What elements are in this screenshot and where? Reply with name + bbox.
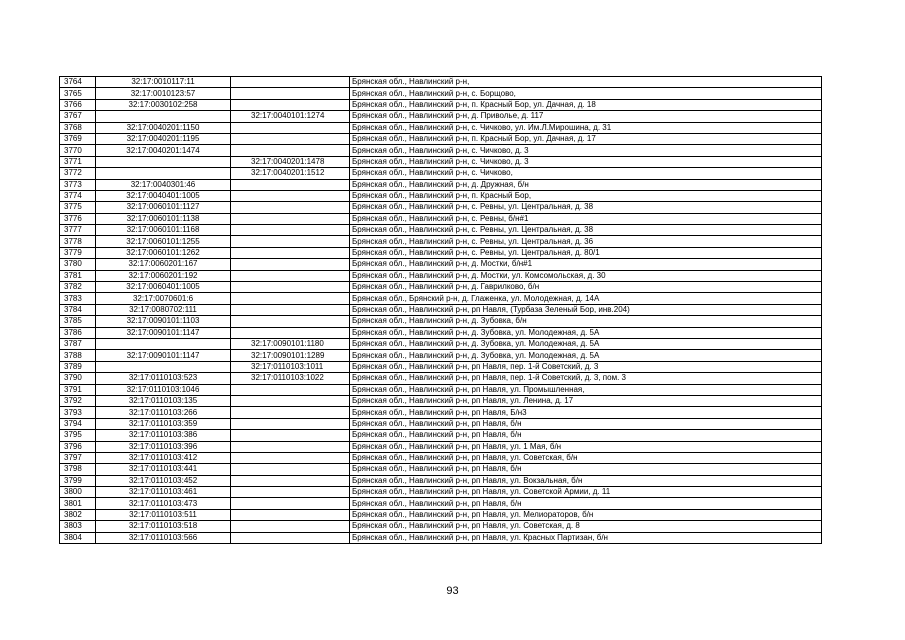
- table-row: [60, 270, 822, 281]
- cadastral-number-cell: 32:17:0010123:57: [96, 88, 231, 99]
- related-cadastral-number-cell: [231, 202, 350, 213]
- related-cadastral-number-cell: 32:17:0090101:1180: [231, 338, 350, 349]
- related-cadastral-number-cell: [231, 282, 350, 293]
- address-cell: Брянская обл., Навлинский р-н, с. Чичково, ул. Им.Л.Мирошина, д. 31: [350, 122, 822, 133]
- table-row: [60, 532, 822, 543]
- table-row: [60, 213, 822, 224]
- cadastral-number-cell: 32:17:0090101:1103: [96, 316, 231, 327]
- table-row: [60, 361, 822, 372]
- address-cell: Брянская обл., Навлинский р-н, рп Навля, ул. Ленина, д. 17: [350, 395, 822, 406]
- table-row: [60, 99, 822, 110]
- cadastral-number-cell: 32:17:0110103:1046: [96, 384, 231, 395]
- table-row: [60, 247, 822, 258]
- row-number-cell: 3799: [60, 475, 96, 486]
- row-number-cell: 3773: [60, 179, 96, 190]
- related-cadastral-number-cell: [231, 464, 350, 475]
- cadastral-number-cell: 32:17:0110103:518: [96, 521, 231, 532]
- related-cadastral-number-cell: [231, 270, 350, 281]
- row-number-cell: 3786: [60, 327, 96, 338]
- related-cadastral-number-cell: 32:17:0110103:1011: [231, 361, 350, 372]
- cadastral-number-cell: 32:17:0060101:1138: [96, 213, 231, 224]
- row-number-cell: 3804: [60, 532, 96, 543]
- cadastral-number-cell: 32:17:0110103:266: [96, 407, 231, 418]
- cadastral-number-cell: 32:17:0060101:1168: [96, 225, 231, 236]
- cadastral-number-cell: 32:17:0110103:461: [96, 487, 231, 498]
- related-cadastral-number-cell: [231, 498, 350, 509]
- row-number-cell: 3768: [60, 122, 96, 133]
- row-number-cell: 3770: [60, 145, 96, 156]
- address-cell: Брянская обл., Навлинский р-н, д. Мостки, ул. Комсомольская, д. 30: [350, 270, 822, 281]
- address-cell: Брянская обл., Навлинский р-н, п. Красный Бор, ул. Дачная, д. 17: [350, 133, 822, 144]
- address-cell: Брянская обл., Навлинский р-н, с. Чичково,: [350, 168, 822, 179]
- related-cadastral-number-cell: [231, 487, 350, 498]
- address-cell: Брянская обл., Навлинский р-н, с. Борщово,: [350, 88, 822, 99]
- row-number-cell: 3802: [60, 509, 96, 520]
- table-body: [60, 77, 822, 544]
- row-number-cell: 3784: [60, 304, 96, 315]
- cadastral-number-cell: [96, 111, 231, 122]
- row-number-cell: 3785: [60, 316, 96, 327]
- related-cadastral-number-cell: [231, 179, 350, 190]
- address-cell: Брянская обл., Навлинский р-н, с. Чичково, д. 3: [350, 156, 822, 167]
- related-cadastral-number-cell: [231, 293, 350, 304]
- cadastral-number-cell: [96, 168, 231, 179]
- table-row: [60, 225, 822, 236]
- cadastral-number-cell: 32:17:0110103:523: [96, 373, 231, 384]
- cadastral-number-cell: 32:17:0040201:1150: [96, 122, 231, 133]
- related-cadastral-number-cell: [231, 418, 350, 429]
- related-cadastral-number-cell: [231, 452, 350, 463]
- table-row: [60, 464, 822, 475]
- address-cell: Брянская обл., Навлинский р-н, рп Навля, ул. 1 Мая, б/н: [350, 441, 822, 452]
- cadastral-number-cell: 32:17:0110103:473: [96, 498, 231, 509]
- related-cadastral-number-cell: [231, 190, 350, 201]
- row-number-cell: 3777: [60, 225, 96, 236]
- address-cell: Брянская обл., Навлинский р-н, д. Зубовка, ул. Молодежная, д. 5А: [350, 327, 822, 338]
- row-number-cell: 3765: [60, 88, 96, 99]
- table-row: [60, 179, 822, 190]
- related-cadastral-number-cell: [231, 133, 350, 144]
- table-row: [60, 407, 822, 418]
- related-cadastral-number-cell: [231, 88, 350, 99]
- row-number-cell: 3797: [60, 452, 96, 463]
- cadastral-number-cell: 32:17:0110103:452: [96, 475, 231, 486]
- address-cell: Брянская обл., Навлинский р-н, д. Гаврилково, б/н: [350, 282, 822, 293]
- cadastral-number-cell: 32:17:0060101:1262: [96, 247, 231, 258]
- related-cadastral-number-cell: [231, 532, 350, 543]
- cadastral-number-cell: 32:17:0110103:359: [96, 418, 231, 429]
- address-cell: Брянская обл., Навлинский р-н, д. Зубовка, ул. Молодежная, д. 5А: [350, 350, 822, 361]
- address-cell: Брянская обл., Навлинский р-н, п. Красный Бор,: [350, 190, 822, 201]
- address-cell: Брянская обл., Навлинский р-н, с. Ревны, ул. Центральная, д. 36: [350, 236, 822, 247]
- table-row: [60, 236, 822, 247]
- related-cadastral-number-cell: 32:17:0090101:1289: [231, 350, 350, 361]
- row-number-cell: 3790: [60, 373, 96, 384]
- row-number-cell: 3789: [60, 361, 96, 372]
- row-number-cell: 3794: [60, 418, 96, 429]
- address-cell: Брянская обл., Навлинский р-н, д. Зубовка, ул. Молодежная, д. 5А: [350, 338, 822, 349]
- address-cell: Брянская обл., Навлинский р-н, рп Навля, пер. 1-й Советский, д. 3: [350, 361, 822, 372]
- cadastral-number-cell: [96, 156, 231, 167]
- row-number-cell: 3801: [60, 498, 96, 509]
- table-row: [60, 316, 822, 327]
- address-cell: Брянская обл., Навлинский р-н, рп Навля, ул. Советской Армии, д. 11: [350, 487, 822, 498]
- cadastral-number-cell: 32:17:0110103:412: [96, 452, 231, 463]
- cadastral-number-cell: 32:17:0070601:6: [96, 293, 231, 304]
- row-number-cell: 3769: [60, 133, 96, 144]
- address-cell: Брянская обл., Навлинский р-н, с. Ревны, ул. Центральная, д. 38: [350, 225, 822, 236]
- table-row: [60, 133, 822, 144]
- address-cell: Брянская обл., Навлинский р-н, с. Чичково, д. 3: [350, 145, 822, 156]
- table-row: [60, 498, 822, 509]
- related-cadastral-number-cell: 32:17:0040101:1274: [231, 111, 350, 122]
- address-cell: Брянская обл., Навлинский р-н, рп Навля, б/н: [350, 498, 822, 509]
- cadastral-number-cell: 32:17:0110103:566: [96, 532, 231, 543]
- row-number-cell: 3792: [60, 395, 96, 406]
- row-number-cell: 3796: [60, 441, 96, 452]
- row-number-cell: 3775: [60, 202, 96, 213]
- table-row: [60, 384, 822, 395]
- address-cell: Брянская обл., Навлинский р-н, с. Ревны, ул. Центральная, д. 80/1: [350, 247, 822, 258]
- related-cadastral-number-cell: 32:17:0040201:1478: [231, 156, 350, 167]
- cadastral-number-cell: 32:17:0030102:258: [96, 99, 231, 110]
- address-cell: Брянская обл., Навлинский р-н, д. Мостки, б/н#1: [350, 259, 822, 270]
- related-cadastral-number-cell: 32:17:0110103:1022: [231, 373, 350, 384]
- address-cell: Брянская обл., Навлинский р-н, д. Привольe, д. 117: [350, 111, 822, 122]
- address-cell: Брянская обл., Навлинский р-н, д. Дружная, б/н: [350, 179, 822, 190]
- related-cadastral-number-cell: [231, 395, 350, 406]
- cadastral-number-cell: 32:17:0040301:46: [96, 179, 231, 190]
- address-cell: Брянская обл., Навлинский р-н, рп Навля, Б/н3: [350, 407, 822, 418]
- table-row: [60, 168, 822, 179]
- row-number-cell: 3782: [60, 282, 96, 293]
- address-cell: Брянская обл., Брянский р-н, д. Глаженка, ул. Молодежная, д. 14А: [350, 293, 822, 304]
- row-number-cell: 3800: [60, 487, 96, 498]
- related-cadastral-number-cell: [231, 213, 350, 224]
- row-number-cell: 3774: [60, 190, 96, 201]
- cadastral-number-cell: 32:17:0040201:1474: [96, 145, 231, 156]
- cadastral-number-cell: 32:17:0040201:1195: [96, 133, 231, 144]
- table-row: [60, 156, 822, 167]
- table-row: [60, 122, 822, 133]
- row-number-cell: 3798: [60, 464, 96, 475]
- address-cell: Брянская обл., Навлинский р-н, рп Навля, ул. Промышленная,: [350, 384, 822, 395]
- cadastral-number-cell: 32:17:0110103:135: [96, 395, 231, 406]
- address-cell: Брянская обл., Навлинский р-н,: [350, 77, 822, 88]
- page-number: 93: [446, 585, 459, 597]
- cadastral-number-cell: 32:17:0060201:192: [96, 270, 231, 281]
- table-row: [60, 293, 822, 304]
- related-cadastral-number-cell: [231, 236, 350, 247]
- table-row: [60, 259, 822, 270]
- address-cell: Брянская обл., Навлинский р-н, рп Навля, б/н: [350, 418, 822, 429]
- table-row: [60, 373, 822, 384]
- related-cadastral-number-cell: [231, 407, 350, 418]
- related-cadastral-number-cell: [231, 99, 350, 110]
- address-cell: Брянская обл., Навлинский р-н, рп Навля, ул. Вокзальная, б/н: [350, 475, 822, 486]
- table-row: [60, 202, 822, 213]
- related-cadastral-number-cell: [231, 430, 350, 441]
- row-number-cell: 3803: [60, 521, 96, 532]
- row-number-cell: 3780: [60, 259, 96, 270]
- row-number-cell: 3766: [60, 99, 96, 110]
- cadastral-number-cell: 32:17:0110103:511: [96, 509, 231, 520]
- row-number-cell: 3776: [60, 213, 96, 224]
- row-number-cell: 3779: [60, 247, 96, 258]
- cadastral-number-cell: 32:17:0090101:1147: [96, 327, 231, 338]
- table-row: [60, 327, 822, 338]
- related-cadastral-number-cell: [231, 509, 350, 520]
- table-row: [60, 475, 822, 486]
- cadastral-number-cell: 32:17:0110103:386: [96, 430, 231, 441]
- table-row: [60, 521, 822, 532]
- cadastral-number-cell: 32:17:0060101:1255: [96, 236, 231, 247]
- row-number-cell: 3791: [60, 384, 96, 395]
- row-number-cell: 3771: [60, 156, 96, 167]
- table-row: [60, 190, 822, 201]
- table-row: [60, 430, 822, 441]
- table-row: [60, 111, 822, 122]
- table-row: [60, 338, 822, 349]
- row-number-cell: 3787: [60, 338, 96, 349]
- address-cell: Брянская обл., Навлинский р-н, рп Навля, ул. Красных Партизан, б/н: [350, 532, 822, 543]
- table-row: [60, 77, 822, 88]
- cadastral-number-cell: [96, 338, 231, 349]
- table-row: [60, 350, 822, 361]
- address-cell: Брянская обл., Навлинский р-н, с. Ревны, б/н#1: [350, 213, 822, 224]
- row-number-cell: 3767: [60, 111, 96, 122]
- property-table: [59, 76, 822, 544]
- address-cell: Брянская обл., Навлинский р-н, рп Навля, (Турбаза Зеленый Бор, инв.204): [350, 304, 822, 315]
- table-row: [60, 487, 822, 498]
- cadastral-number-cell: 32:17:0110103:441: [96, 464, 231, 475]
- address-cell: Брянская обл., Навлинский р-н, рп Навля, б/н: [350, 464, 822, 475]
- table-row: [60, 304, 822, 315]
- cadastral-number-cell: 32:17:0010117:11: [96, 77, 231, 88]
- table-row: [60, 418, 822, 429]
- table-row: [60, 88, 822, 99]
- address-cell: Брянская обл., Навлинский р-н, рп Навля, ул. Мелиораторов, б/н: [350, 509, 822, 520]
- related-cadastral-number-cell: [231, 225, 350, 236]
- address-cell: Брянская обл., Навлинский р-н, рп Навля, ул. Советская, б/н: [350, 452, 822, 463]
- row-number-cell: 3778: [60, 236, 96, 247]
- related-cadastral-number-cell: [231, 145, 350, 156]
- related-cadastral-number-cell: [231, 304, 350, 315]
- table-row: [60, 395, 822, 406]
- address-cell: Брянская обл., Навлинский р-н, рп Навля, ул. Советская, д. 8: [350, 521, 822, 532]
- table-row: [60, 509, 822, 520]
- cadastral-number-cell: 32:17:0040401:1005: [96, 190, 231, 201]
- table-row: [60, 441, 822, 452]
- related-cadastral-number-cell: [231, 122, 350, 133]
- table-row: [60, 452, 822, 463]
- row-number-cell: 3783: [60, 293, 96, 304]
- table-row: [60, 145, 822, 156]
- cadastral-number-cell: [96, 361, 231, 372]
- row-number-cell: 3772: [60, 168, 96, 179]
- row-number-cell: 3795: [60, 430, 96, 441]
- address-cell: Брянская обл., Навлинский р-н, п. Красный Бор, ул. Дачная, д. 18: [350, 99, 822, 110]
- related-cadastral-number-cell: [231, 316, 350, 327]
- related-cadastral-number-cell: [231, 384, 350, 395]
- related-cadastral-number-cell: [231, 475, 350, 486]
- related-cadastral-number-cell: [231, 77, 350, 88]
- row-number-cell: 3788: [60, 350, 96, 361]
- table-row: [60, 282, 822, 293]
- address-cell: Брянская обл., Навлинский р-н, рп Навля, б/н: [350, 430, 822, 441]
- row-number-cell: 3793: [60, 407, 96, 418]
- cadastral-number-cell: 32:17:0060401:1005: [96, 282, 231, 293]
- address-cell: Брянская обл., Навлинский р-н, с. Ревны, ул. Центральная, д. 38: [350, 202, 822, 213]
- cadastral-number-cell: 32:17:0090101:1147: [96, 350, 231, 361]
- related-cadastral-number-cell: [231, 327, 350, 338]
- cadastral-number-cell: 32:17:0060201:167: [96, 259, 231, 270]
- address-cell: Брянская обл., Навлинский р-н, д. Зубовка, б/н: [350, 316, 822, 327]
- related-cadastral-number-cell: [231, 521, 350, 532]
- related-cadastral-number-cell: [231, 247, 350, 258]
- cadastral-number-cell: 32:17:0060101:1127: [96, 202, 231, 213]
- row-number-cell: 3764: [60, 77, 96, 88]
- row-number-cell: 3781: [60, 270, 96, 281]
- cadastral-number-cell: 32:17:0110103:396: [96, 441, 231, 452]
- related-cadastral-number-cell: 32:17:0040201:1512: [231, 168, 350, 179]
- related-cadastral-number-cell: [231, 259, 350, 270]
- related-cadastral-number-cell: [231, 441, 350, 452]
- cadastral-number-cell: 32:17:0080702:111: [96, 304, 231, 315]
- address-cell: Брянская обл., Навлинский р-н, рп Навля, пер. 1-й Советский, д. 3, пом. 3: [350, 373, 822, 384]
